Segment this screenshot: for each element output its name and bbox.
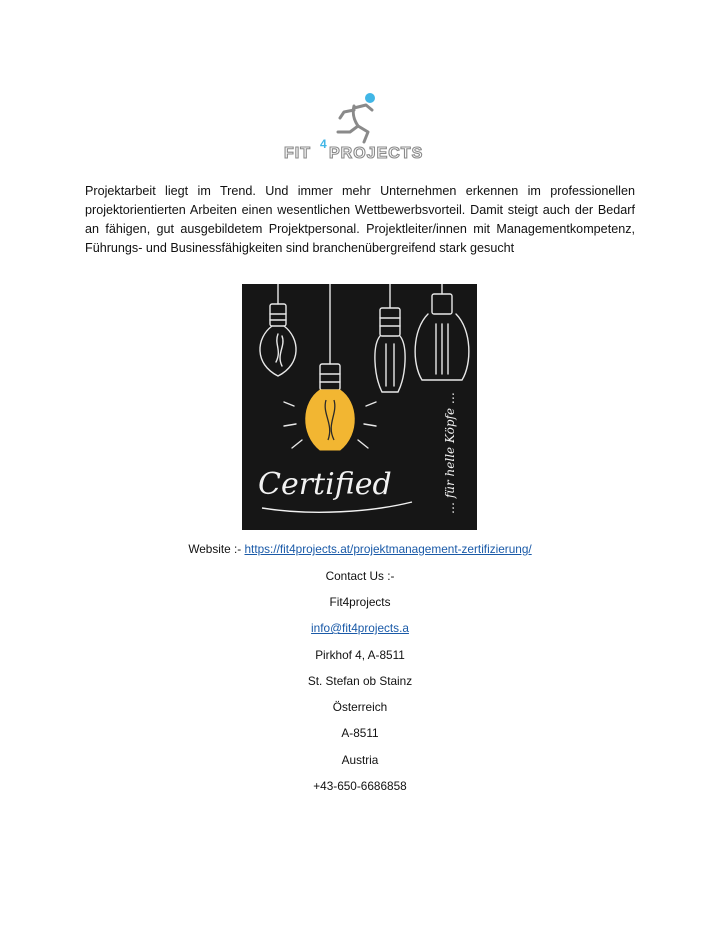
contact-phone: +43-650-6686858	[313, 779, 407, 793]
contact-postcode: A-8511	[341, 726, 379, 740]
fit4projects-logo	[282, 88, 438, 164]
contact-city: St. Stefan ob Stainz	[307, 674, 413, 688]
website-line	[0, 541, 720, 557]
contact-heading: Contact Us :-	[325, 569, 395, 583]
intro-paragraph: Projektarbeit liegt im Trend. Und immer mehr Unternehmen erkennen im professionellen projektorientierten Arbeiten einen wesentlichen Wettbewerbsvorteil. Damit steigt auch der Bedarf an fähigen, gut ausgebildetem Projektpersonal. Projektleiter/innen mit Managementkompetenz, Führungs- und Businessfähigkeiten sind branchenübergreifend stark gesucht	[85, 184, 635, 255]
lightbulbs-illustration	[242, 284, 477, 530]
runner-icon	[338, 105, 372, 142]
certified-lightbulbs-image	[242, 284, 477, 530]
certified-text: Certified	[258, 467, 392, 502]
contact-email-link[interactable]: info@fit4projects.a	[311, 621, 409, 635]
website-label: Website :-	[188, 542, 245, 556]
side-tagline-text: … für helle Köpfe …	[443, 392, 457, 514]
glowing-bulb-icon	[306, 390, 355, 450]
logo-projects-text: PROJECTS	[329, 145, 424, 162]
website-link[interactable]: https://fit4projects.at/projektmanagement-zertifizierung/	[244, 542, 532, 556]
contact-country-en: Austria	[341, 753, 379, 767]
contact-email-line	[0, 620, 720, 636]
runner-head-icon	[365, 93, 375, 103]
contact-country-de: Österreich	[332, 700, 388, 714]
logo-fit-text: FIT	[284, 145, 311, 162]
contact-street: Pirkhof 4, A-8511	[315, 648, 405, 662]
contact-company: Fit4projects	[329, 595, 391, 609]
logo-number-text: 4	[320, 137, 327, 151]
